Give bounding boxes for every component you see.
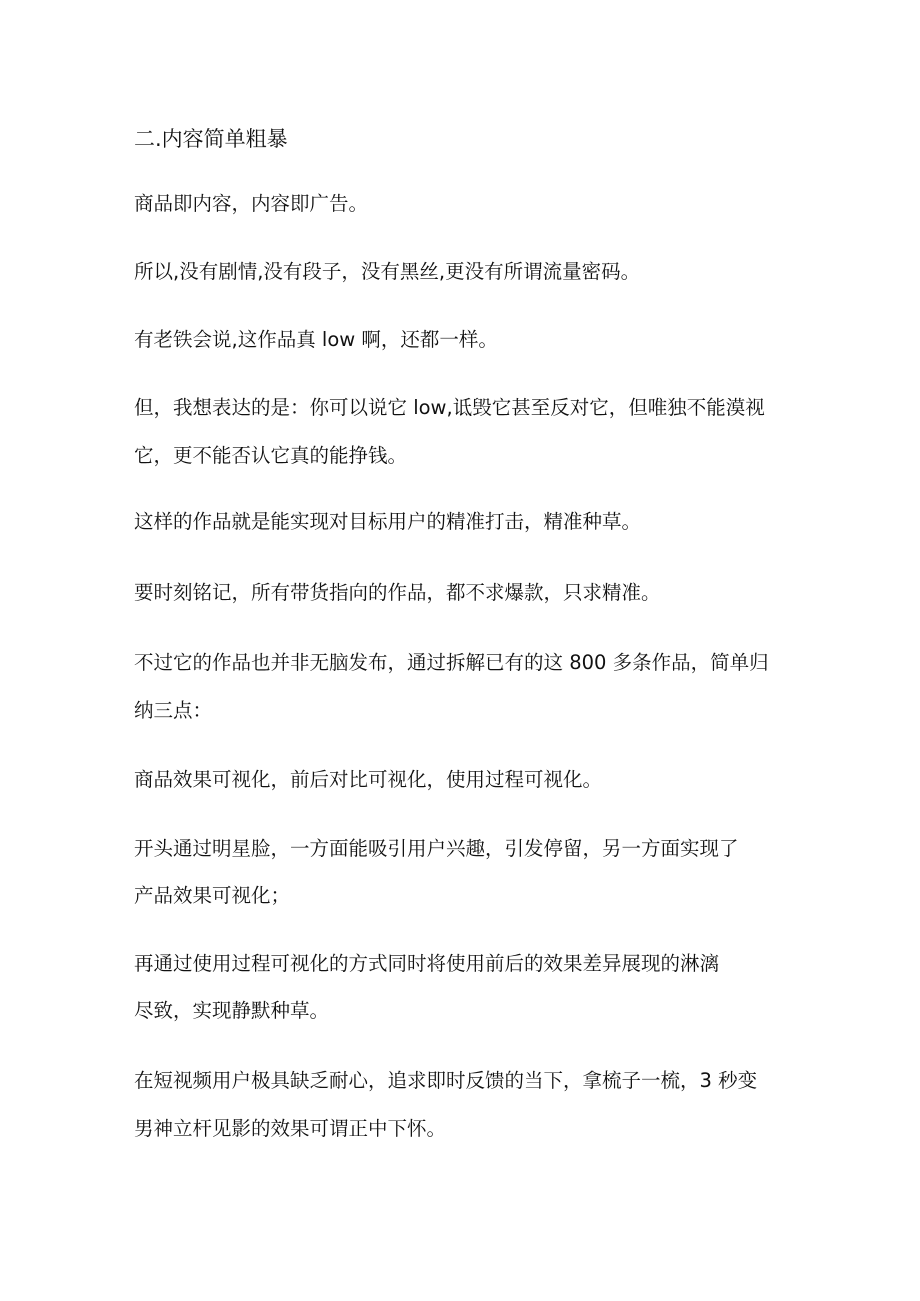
paragraph-line: 男神立杆见影的效果可谓正中下怀。 <box>134 1117 447 1140</box>
paragraph-line: 再通过使用过程可视化的方式同时将使用前后的效果差异展现的淋漓 <box>134 952 720 975</box>
paragraph-line: 要时刻铭记，所有带货指向的作品，都不求爆款，只求精准。 <box>134 581 661 604</box>
paragraph-line: 它，更不能否认它真的能挣钱。 <box>134 444 408 467</box>
paragraph-line: 开头通过明星脸，一方面能吸引用户兴趣，引发停留，另一方面实现了 <box>134 837 739 860</box>
paragraph-line: 产品效果可视化； <box>134 884 291 907</box>
paragraph-line: 商品即内容，内容即广告。 <box>134 192 369 215</box>
paragraph-line: 在短视频用户极具缺乏耐心，追求即时反馈的当下，拿梳子一梳，3 秒变 <box>134 1069 758 1092</box>
paragraph-line: 商品效果可视化，前后对比可视化，使用过程可视化。 <box>134 768 603 791</box>
paragraph-line: 有老铁会说,这作品真 low 啊，还都一样。 <box>134 328 498 351</box>
paragraph-line: 这样的作品就是能实现对目标用户的精准打击，精准种草。 <box>134 510 642 533</box>
paragraph-line: 所以,没有剧情,没有段子，没有黑丝,更没有所谓流量密码。 <box>134 260 641 283</box>
section-heading: 二.内容简单粗暴 <box>134 127 288 151</box>
paragraph-line: 尽致，实现静默种草。 <box>134 999 330 1022</box>
paragraph-line: 不过它的作品也并非无脑发布，通过拆解已有的这 800 多条作品，简单归 <box>134 651 769 674</box>
paragraph-line: 纳三点： <box>134 699 213 722</box>
paragraph-line: 但，我想表达的是：你可以说它 low,诋毁它甚至反对它，但唯独不能漠视 <box>134 396 765 419</box>
